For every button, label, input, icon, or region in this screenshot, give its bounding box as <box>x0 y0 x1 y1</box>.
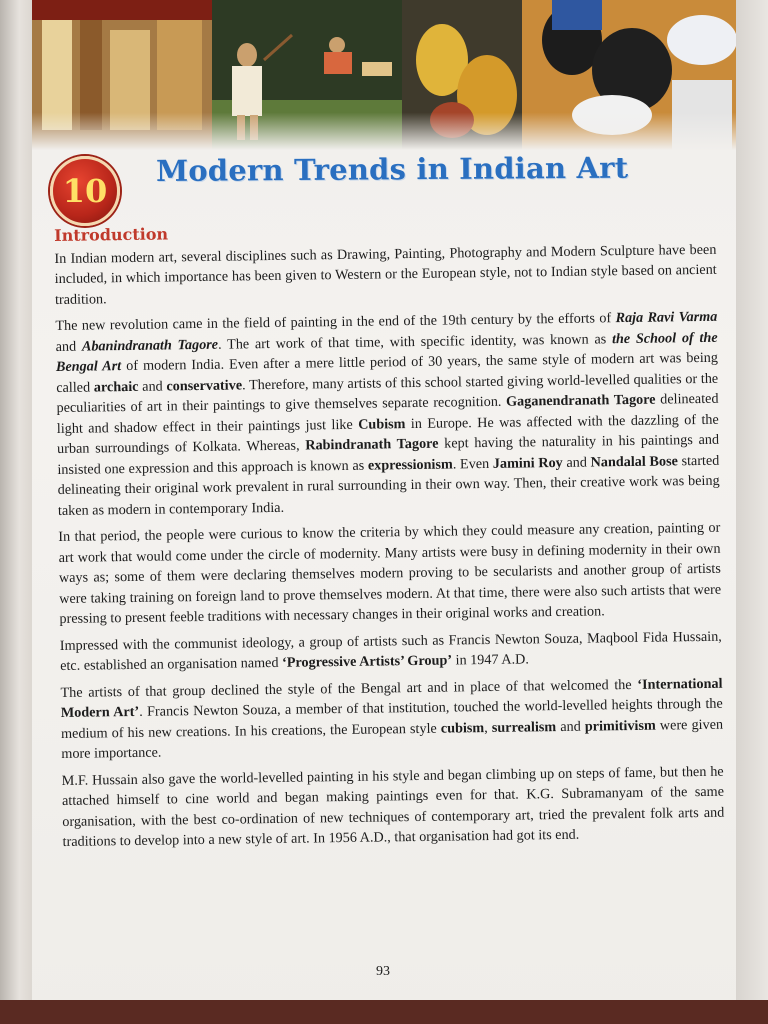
page-number: 93 <box>376 964 390 979</box>
section-heading: Introduction <box>54 224 169 245</box>
text-run: and <box>138 377 167 395</box>
paragraph-5 <box>60 673 723 764</box>
text-run: . Even <box>452 455 493 472</box>
emphasized-term: Gaganendranath Tagore <box>505 391 656 410</box>
paragraph-6: M.F. Hussain also gave the world-levelled painting in his style and began climbing up on steps of fame, but then he attached himself to cine world and began making paintings even for that. K.G. Subramanyam of the same organisation, with the best co-ordination of new techniques of contemporary art, tried the prevalent folk arts and traditions to develop into a new style of art. In 1956 A.D., that organisation had got its end. <box>61 763 725 850</box>
emphasized-term: Nandalal Bose <box>590 452 678 471</box>
chapter-banner-illustration <box>32 0 736 150</box>
text-run: . The art work of that time, with specific identity, was known as <box>217 330 613 353</box>
paragraph-1: In Indian modern art, several disciplines such as Drawing, Painting, Photography and Modern Sculpture have been included, in which importance has been given to Western or the European style, not to Indian style based on ancient tradition. <box>54 241 717 308</box>
text-run: were given more importance. <box>61 716 724 762</box>
emphasized-term: expressionism <box>367 455 453 474</box>
text-run: in Europe. He was affected with the dazzling of the urban surroundings of Kolkata. Whereas, <box>57 411 719 457</box>
text-run: delineated light and shadow effect in their paintings just like <box>56 390 719 437</box>
chapter-body <box>54 217 725 859</box>
text-run: and <box>562 454 591 471</box>
emphasized-term: cubism <box>440 719 485 737</box>
banner-painting-collage <box>32 0 736 150</box>
text-run: kept having the naturality in his paintings and insisted one expression and this approach is known as <box>57 431 720 478</box>
emphasized-term: Raja Ravi Varma <box>615 308 718 327</box>
emphasized-term: Cubism <box>358 415 406 433</box>
emphasized-term: ‘Progressive Artists’ Group’ <box>281 652 453 671</box>
text-run: and <box>556 718 585 735</box>
emphasized-term: primitivism <box>584 717 656 735</box>
text-run: Impressed with the communist ideology, a group of artists such as Francis Newton Souza, Maqbool Fida Hussain, etc. established an organisation named <box>59 628 722 674</box>
text-run: , <box>484 719 492 736</box>
page-right-edge <box>736 0 768 1024</box>
emphasized-term: Abanindranath Tagore <box>81 336 219 355</box>
emphasized-term: conservative <box>166 376 243 394</box>
book-spine-edge <box>0 0 32 1024</box>
text-run: in 1947 A.D. <box>451 651 529 669</box>
text-run: The new revolution came in the field of painting in the end of the 19th century by the efforts of <box>55 310 616 334</box>
emphasized-term: surrealism <box>491 718 557 736</box>
text-run: of modern India. Even after a mere little period of 30 years, the same style of modern art was being called <box>56 349 719 396</box>
text-run: . Francis Newton Souza, a member of that institution, touched the world-levelled heights through the medium of his new creations. In his creations, the European style <box>60 695 723 742</box>
emphasized-term: the School of the Bengal Art <box>55 329 718 375</box>
paragraph-3: In that period, the people were curious to know the criteria by which they could measure any creation, painting or art work that would come under the circle of modernity. Many artists were busy in defining modernity in their own ways as; some of them were declaring themselves modern proving to be secularists and another group of artists were taking training on foreign land to prove themselves modern. At that time, there were also such artists that were pressing to present feeble traditions with necessary changes in their original works and creation. <box>58 519 722 627</box>
text-run: . Therefore, many artists of this school started giving world-levelled qualities or the peculiarities of art in their paintings to give themselves separate recognition. <box>56 370 719 416</box>
bottom-edge <box>0 1000 768 1024</box>
chapter-number: 10 <box>62 172 108 210</box>
emphasized-term: Rabindranath Tagore <box>305 435 439 454</box>
chapter-number-badge <box>50 156 120 226</box>
emphasized-term: Jamini Roy <box>492 454 563 472</box>
text-run: started delineating their original work prevalent in rural surrounding in their own way. Then, their creative work was being taken as modern in contemporary India. <box>57 452 720 519</box>
emphasized-term: ‘International Modern Art’ <box>60 675 723 721</box>
chapter-title: Modern Trends in Indian Art <box>155 150 629 188</box>
text-run: The artists of that group declined the style of the Bengal art and in place of that welcomed the <box>60 676 638 701</box>
paragraph-2 <box>55 307 720 521</box>
paragraph-4 <box>60 626 723 676</box>
book-page <box>32 0 736 1024</box>
emphasized-term: archaic <box>93 378 139 395</box>
text-run: and <box>55 338 83 355</box>
